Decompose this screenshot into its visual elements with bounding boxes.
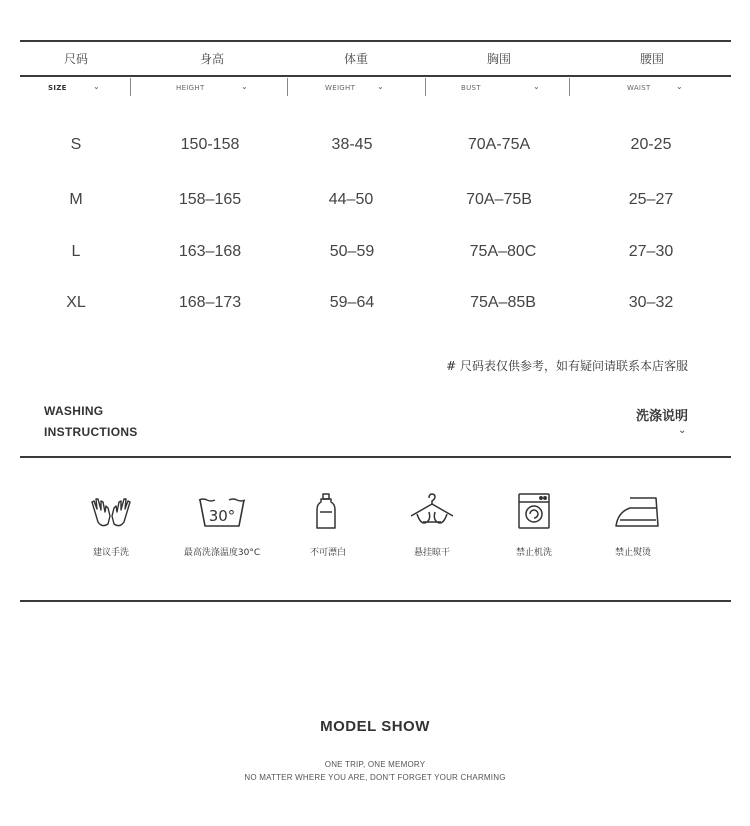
header-height-en: HEIGHT [176, 84, 205, 92]
chevron-down-icon: ⌄ [533, 82, 540, 91]
table-cell: 158–165 [178, 191, 242, 208]
table-cell: 38-45 [331, 136, 373, 153]
table-cell: 163–168 [178, 243, 242, 260]
table-header-rule [20, 75, 731, 77]
header-height-cn: 身高 [199, 52, 225, 66]
header-waist-en: WAIST [627, 84, 651, 92]
header-size-en: SIZE [48, 84, 67, 92]
chevron-down-icon: ⌄ [676, 82, 683, 91]
chevron-down-icon: ⌄ [678, 425, 687, 436]
table-cell: 75A–80C [469, 243, 537, 260]
table-cell: 70A-75A [467, 136, 531, 153]
column-divider [425, 78, 426, 96]
column-divider [287, 78, 288, 96]
chevron-down-icon: ⌄ [93, 82, 100, 91]
table-cell: M [69, 191, 83, 208]
table-cell: 27–30 [628, 243, 674, 260]
table-cell: 59–64 [329, 294, 375, 311]
hand-wash-icon [86, 492, 136, 532]
washing-title-en: WASHING [44, 404, 104, 418]
hand-wash-label: 建议手洗 [92, 548, 130, 558]
washing-title-en-line2: INSTRUCTIONS [44, 425, 138, 439]
table-cell: 20-25 [630, 136, 672, 153]
table-cell: 50–59 [329, 243, 375, 260]
column-divider [569, 78, 570, 96]
table-cell: S [70, 136, 82, 153]
table-cell: 30–32 [628, 294, 674, 311]
model-show-tagline: ONE TRIP, ONE MEMORY [324, 760, 426, 769]
no-machine-wash-icon [509, 492, 559, 532]
table-top-rule [20, 40, 731, 42]
table-cell: 44–50 [328, 191, 374, 208]
header-weight-cn: 体重 [343, 52, 369, 66]
table-cell: 75A–85B [470, 294, 536, 311]
hang-dry-icon [407, 492, 457, 532]
no-iron-icon [612, 492, 662, 532]
table-cell: 70A–75B [466, 191, 532, 208]
table-cell: 150-158 [180, 136, 240, 153]
model-show-subtagline: NO MATTER WHERE YOU ARE, DON'T FORGET YOUR CHARMING [244, 773, 506, 782]
table-cell: XL [66, 294, 86, 311]
washing-top-rule [20, 456, 731, 458]
wash-temperature-label: 最高洗涤温度30°C [183, 548, 261, 558]
model-show-title: MODEL SHOW [320, 718, 430, 735]
size-note: # 尺码表仅供参考，如有疑问请联系本店客服 [446, 359, 688, 373]
no-bleach-label: 不可漂白 [309, 548, 347, 558]
header-waist-cn: 腰围 [639, 52, 665, 66]
table-cell: 25–27 [628, 191, 674, 208]
no-iron-label: 禁止熨烫 [614, 548, 652, 558]
wash-temperature: 30° [208, 507, 236, 525]
washing-title-cn: 洗涤说明 [635, 409, 688, 424]
chevron-down-icon: ⌄ [241, 82, 248, 91]
header-size-cn: 尺码 [63, 52, 89, 66]
hang-dry-label: 悬挂晾干 [413, 548, 451, 558]
header-weight-en: WEIGHT [325, 84, 356, 92]
no-machine-wash-label: 禁止机洗 [515, 548, 553, 558]
wash-30-icon [197, 492, 247, 532]
header-bust-cn: 胸围 [486, 52, 512, 66]
washing-bottom-rule [20, 600, 731, 602]
no-bleach-icon [301, 492, 351, 532]
chevron-down-icon: ⌄ [377, 82, 384, 91]
table-cell: L [71, 243, 81, 260]
column-divider [130, 78, 131, 96]
table-cell: 168–173 [178, 294, 242, 311]
header-bust-en: BUST [461, 84, 481, 92]
